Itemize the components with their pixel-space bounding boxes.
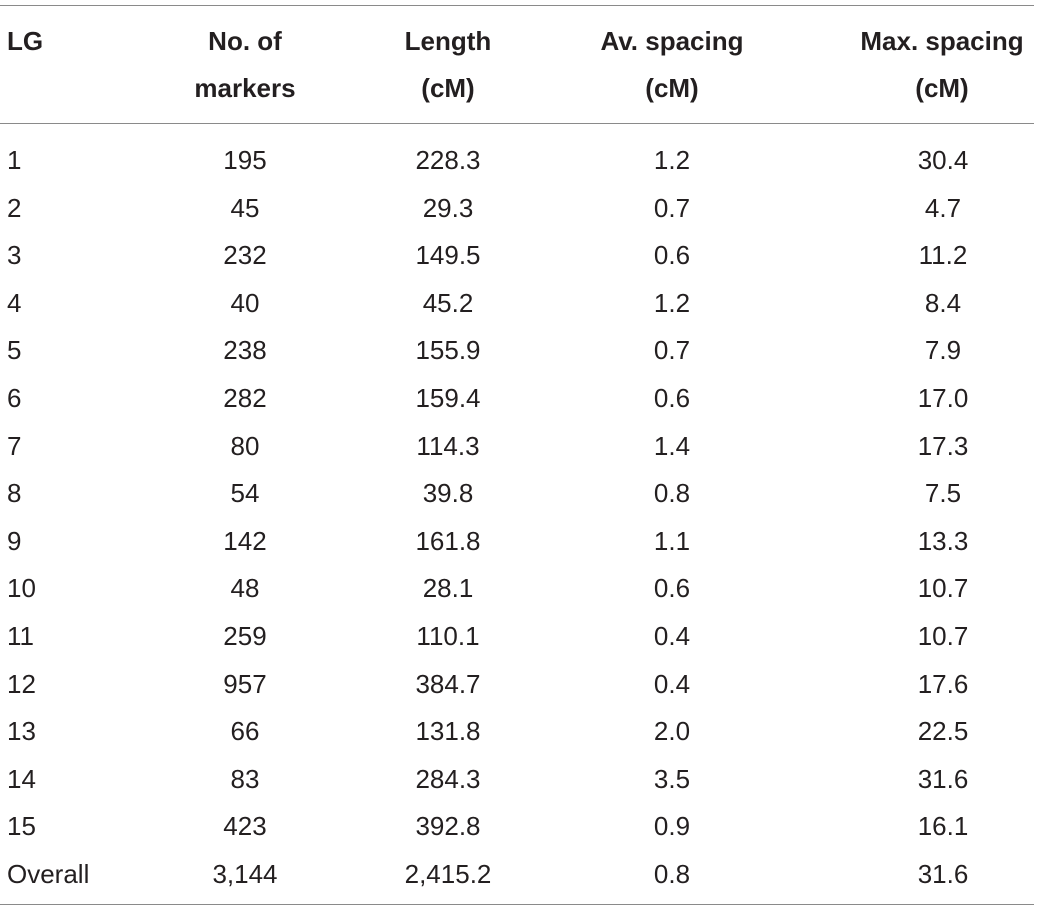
table-row (0, 280, 1039, 328)
cell-av-spacing: 0.7 (653, 192, 691, 223)
cell-length: 155.9 (415, 335, 481, 366)
table-row (0, 327, 1039, 375)
cell-max-spacing: 4.7 (924, 192, 962, 223)
cell-lg: Overall (7, 858, 90, 889)
table-row (0, 518, 1039, 566)
table-row (0, 803, 1039, 851)
cell-length: 149.5 (415, 240, 481, 271)
cell-max-spacing: 31.6 (917, 858, 969, 889)
cell-length: 39.8 (422, 478, 474, 509)
top-rule (0, 5, 1034, 6)
cell-no-of-markers: 232 (223, 240, 267, 271)
header-no-of-markers: No. of markers (194, 26, 296, 103)
cell-max-spacing: 30.4 (917, 145, 969, 175)
cell-no-of-markers: 45 (230, 192, 260, 223)
cell-max-spacing: 7.5 (924, 478, 962, 509)
bottom-rule (0, 904, 1034, 905)
cell-no-of-markers: 259 (223, 620, 267, 651)
cell-no-of-markers: 957 (223, 668, 267, 699)
cell-max-spacing: 13.3 (917, 525, 969, 556)
table-row (0, 708, 1039, 756)
cell-lg: 10 (7, 573, 36, 604)
cell-length: 28.1 (422, 573, 474, 604)
cell-no-of-markers: 83 (230, 763, 260, 794)
cell-max-spacing: 16.1 (917, 811, 969, 842)
table-row (0, 661, 1039, 709)
cell-lg: 7 (7, 430, 22, 461)
table-row (0, 613, 1039, 661)
cell-length: 114.3 (416, 430, 480, 461)
cell-max-spacing: 7.9 (924, 335, 962, 366)
cell-no-of-markers: 282 (223, 382, 267, 413)
cell-lg: 9 (7, 525, 22, 556)
cell-no-of-markers: 40 (230, 287, 260, 318)
cell-no-of-markers: 238 (223, 335, 267, 366)
cell-av-spacing: 0.6 (653, 382, 691, 413)
cell-av-spacing: 0.6 (653, 573, 691, 604)
cell-no-of-markers: 423 (223, 811, 267, 842)
cell-length: 228.3 (415, 145, 481, 175)
cell-max-spacing: 17.6 (917, 668, 969, 699)
cell-av-spacing: 1.2 (653, 287, 691, 318)
cell-lg: 4 (7, 287, 22, 318)
cell-max-spacing: 17.3 (917, 430, 969, 461)
cell-max-spacing: 11.2 (918, 240, 968, 271)
cell-no-of-markers: 142 (223, 525, 267, 556)
cell-length: 131.8 (415, 716, 481, 747)
cell-lg: 5 (7, 335, 22, 366)
cell-length: 392.8 (415, 811, 481, 842)
cell-max-spacing: 31.6 (917, 763, 969, 794)
cell-av-spacing: 0.4 (653, 668, 691, 699)
table-row (0, 137, 1039, 185)
table-row (0, 565, 1039, 613)
cell-lg: 15 (7, 811, 36, 842)
table-row (0, 470, 1039, 518)
cell-lg: 12 (7, 668, 36, 699)
header-rule (0, 123, 1034, 124)
cell-lg: 6 (7, 382, 22, 413)
cell-length: 284.3 (415, 763, 481, 794)
cell-no-of-markers: 54 (230, 478, 260, 509)
cell-no-of-markers: 48 (230, 573, 260, 604)
cell-no-of-markers: 3,144 (212, 858, 278, 889)
cell-max-spacing: 8.4 (924, 287, 962, 318)
cell-length: 29.3 (422, 192, 474, 223)
table-row (0, 756, 1039, 804)
table-row (0, 375, 1039, 423)
header-av-spacing: Av. spacing (cM) (600, 26, 744, 103)
cell-length: 110.1 (416, 620, 480, 651)
header-max-spacing: Max. spacing (cM) (860, 26, 1024, 103)
header-lg: LG (7, 26, 44, 56)
cell-av-spacing: 1.4 (653, 430, 691, 461)
cell-lg: 8 (7, 478, 22, 509)
cell-av-spacing: 0.8 (653, 858, 691, 889)
cell-max-spacing: 10.7 (917, 573, 969, 604)
cell-length: 2,415.2 (404, 858, 492, 889)
cell-lg: 11 (7, 620, 34, 651)
cell-av-spacing: 1.1 (653, 525, 691, 556)
cell-no-of-markers: 66 (230, 716, 260, 747)
table-row (0, 185, 1039, 233)
cell-av-spacing: 0.4 (653, 620, 691, 651)
cell-length: 45.2 (422, 287, 474, 318)
table-row (0, 232, 1039, 280)
cell-av-spacing: 2.0 (653, 716, 691, 747)
cell-av-spacing: 0.6 (653, 240, 691, 271)
cell-length: 159.4 (415, 382, 481, 413)
header-length: Length (cM) (404, 26, 492, 103)
table-header-row (0, 18, 1039, 118)
cell-no-of-markers: 80 (230, 430, 260, 461)
cell-av-spacing: 3.5 (653, 763, 691, 794)
cell-max-spacing: 22.5 (917, 716, 969, 747)
cell-av-spacing: 0.7 (653, 335, 691, 366)
cell-length: 161.8 (415, 525, 481, 556)
cell-length: 384.7 (415, 668, 481, 699)
cell-lg: 2 (7, 192, 22, 223)
cell-av-spacing: 0.9 (653, 811, 691, 842)
cell-av-spacing: 0.8 (653, 478, 691, 509)
cell-lg: 13 (7, 716, 36, 747)
cell-av-spacing: 1.2 (653, 145, 691, 175)
table-body (0, 137, 1039, 899)
table-row (0, 423, 1039, 471)
cell-lg: 3 (7, 240, 22, 271)
cell-lg: 1 (7, 145, 22, 175)
cell-max-spacing: 10.7 (917, 620, 969, 651)
cell-max-spacing: 17.0 (917, 382, 969, 413)
cell-lg: 14 (7, 763, 36, 794)
table-row (0, 851, 1039, 899)
cell-no-of-markers: 195 (223, 145, 267, 175)
